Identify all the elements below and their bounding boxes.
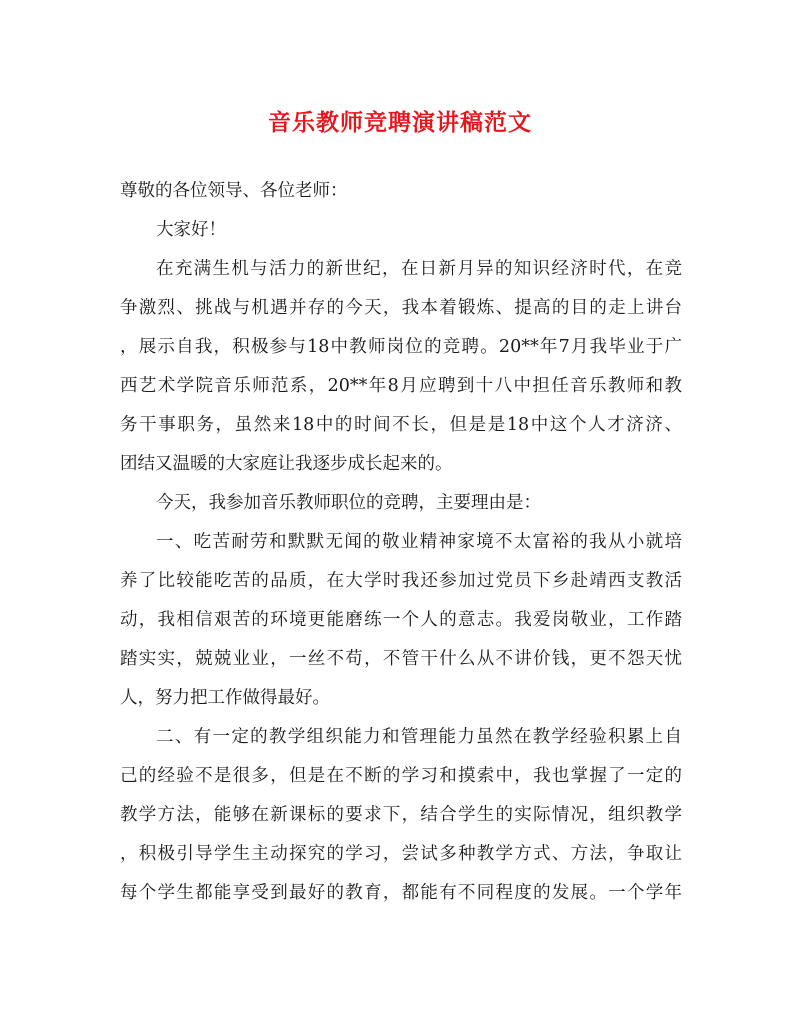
text-line: 动，我相信艰苦的环境更能磨练一个人的意志。我爱岗敬业，工作踏 — [120, 610, 682, 630]
text-line: ，积极引导学生主动探究的学习，尝试多种教学方式、方法，争取让 — [120, 844, 682, 864]
text-line: 大家好！ — [156, 220, 226, 240]
document-title: 音乐教师竞聘演讲稿范文 — [268, 109, 532, 136]
text-line: ，展示自我，积极参与18中教师岗位的竞聘。20**年7月我毕业于广 — [120, 337, 682, 357]
document-body — [120, 172, 682, 913]
text-line: 一、吃苦耐劳和默默无闻的敬业精神家境不太富裕的我从小就培 — [156, 532, 682, 552]
text-line: 尊敬的各位领导、各位老师： — [120, 181, 348, 201]
text-line: 教学方法，能够在新课标的要求下，结合学生的实际情况，组织教学 — [120, 805, 682, 825]
text-line: 今天，我参加音乐教师职位的竞聘，主要理由是： — [156, 493, 541, 513]
text-line: 踏实实，兢兢业业，一丝不苟，不管干什么从不讲价钱，更不怨天忧 — [120, 649, 682, 669]
text-line: 养了比较能吃苦的品质，在大学时我还参加过党员下乡赴靖西支教活 — [120, 571, 682, 591]
text-line: 务干事职务，虽然来18中的时间不长，但是是18中这个人才济济、 — [120, 415, 682, 435]
text-line: 争激烈、挑战与机遇并存的今天，我本着锻炼、提高的目的走上讲台 — [120, 298, 682, 318]
text-line: 每个学生都能享受到最好的教育，都能有不同程度的发展。一个学年 — [120, 883, 682, 903]
text-line: 团结又温暖的大家庭让我逐步成长起来的。 — [120, 454, 453, 474]
text-line: 二、有一定的教学组织能力和管理能力虽然在教学经验积累上自 — [156, 727, 682, 747]
text-line: 人，努力把工作做得最好。 — [120, 688, 330, 708]
text-line: 己的经验不是很多，但是在不断的学习和摸索中，我也掌握了一定的 — [120, 766, 682, 786]
text-line: 在充满生机与活力的新世纪，在日新月异的知识经济时代，在竞 — [156, 259, 682, 279]
text-line: 西艺术学院音乐师范系，20**年8月应聘到十八中担任音乐教师和教 — [120, 376, 682, 396]
